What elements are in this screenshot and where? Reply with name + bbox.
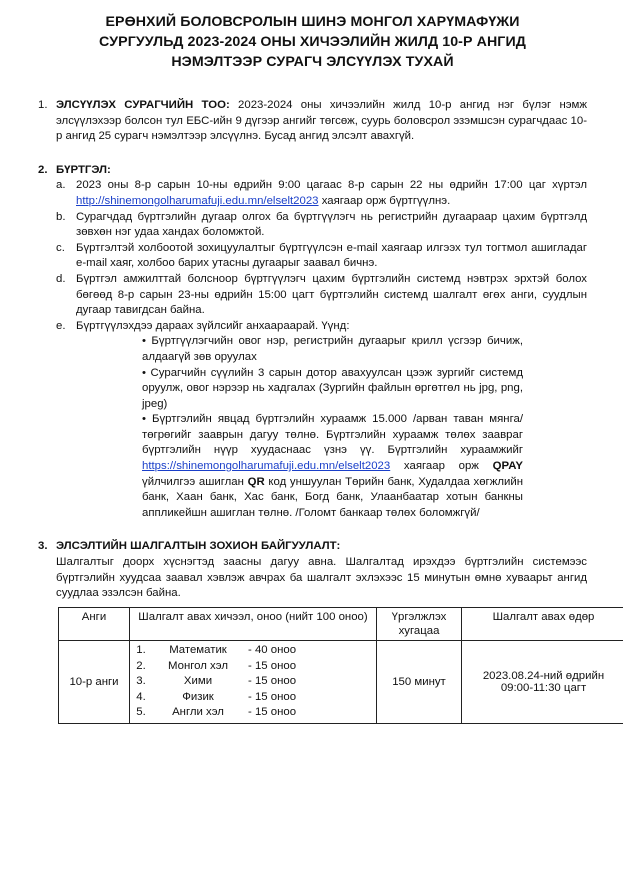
section-2-item-e — [56, 319, 587, 335]
payment-link[interactable]: https://shinemongolharumafuji.edu.mn/elselt2023 — [142, 460, 391, 473]
section-2-item-c — [56, 241, 587, 272]
section-2-item-d — [56, 272, 587, 319]
title-line-3: НЭМЭЛТЭЭР СУРАГЧ ЭЛСҮҮЛЭХ ТУХАЙ — [171, 54, 454, 70]
subject-name: Хими — [183, 675, 213, 688]
item-text — [76, 178, 587, 209]
subject-number: 5. — [136, 705, 146, 718]
bullet-fee: • Бүртгэлийн явцад бүртгэлийн хураамж 15.000 /арван таван мянга/ төгрөгийг зааврын дагуу төлнө. Бүртгэлийн хураамж төлөх заавраг бүртгэлийн нүүр хуудаснаас үзнэ үү. Бүртгэлийн хураамжийг — [142, 413, 523, 457]
document-title — [38, 12, 587, 72]
item-letter: d. — [56, 272, 66, 285]
header-date: Шалгалт авах өдөр — [462, 607, 623, 640]
header-duration: Үргэлжлэх хугацаа — [377, 607, 462, 640]
date-line-2: 09:00-11:30 цагт — [500, 681, 587, 694]
section-2-number: 2. — [38, 163, 48, 176]
subject-number: 4. — [136, 690, 146, 703]
section-1 — [38, 98, 587, 145]
subject-score: - 40 оноо — [248, 644, 297, 657]
subject-item — [134, 643, 372, 658]
bullet-name-register: • Бүртгүүлэгчийн овог нэр, регистрийн дугаарыг крилл үсгээр бичиж, алдаагүй зөв оруулах — [142, 335, 523, 363]
section-1-text: 2023-2024 оны хичээлийн жилд 10-р ангид нэг бүлэг нэмж элсүүлэхээр болсон тул ЕБС-ийн 9 дүгээр ангийг төгсөж, суурь боловсрол эзэмшсэн сурагчдаас 10-р ангид 25 сурагч нэмэлтээр элсүүлнэ. Бусад ангид элсэлт авахгүй. — [56, 99, 587, 143]
subject-number: 1. — [136, 644, 146, 657]
subject-number: 3. — [136, 675, 146, 688]
item-letter: b. — [56, 210, 66, 223]
table-row — [59, 640, 623, 723]
subject-name: Монгол хэл — [168, 659, 228, 672]
subject-name: Англи хэл — [172, 705, 224, 718]
cell-subjects — [130, 640, 377, 723]
section-3-heading — [38, 539, 587, 555]
section-2-item-a — [56, 178, 587, 209]
qr-label: QR — [247, 475, 265, 488]
subject-score: - 15 оноо — [248, 675, 297, 688]
subject-item — [134, 705, 372, 720]
subject-score: - 15 оноо — [248, 690, 297, 703]
cell-grade: 10-р анги — [59, 640, 130, 723]
registration-notes — [142, 334, 523, 521]
subject-item — [134, 659, 372, 674]
section-2-heading — [38, 163, 587, 179]
date-line-1: 2023.08.24-ний өдрийн — [482, 669, 605, 682]
cell-date — [462, 640, 623, 723]
bullet-fee-text-2: үйлчилгээ ашиглан — [142, 475, 248, 488]
item-a-text-after: хаягаар орж бүртгүүлнэ. — [318, 194, 451, 207]
subject-score: - 15 оноо — [248, 659, 297, 672]
registration-link[interactable]: http://shinemongolharumafuji.edu.mn/elselt2023 — [76, 194, 319, 207]
item-text: Бүртгэл амжилттай болсноор бүртгүүлэгч цахим бүртгэлийн системд нэвтрэх эрхтэй болох бөгөөд 8-р сарын 23-ны өдрийн 15:00 цагт бүртгэлийн системд шалгалт өгөх анги, суудлын дугаар тавигдсан байна. — [76, 272, 587, 317]
section-3-number: 3. — [38, 540, 48, 553]
section-1-label: ЭЛСҮҮЛЭХ СУРАГЧИЙН ТОО: — [56, 99, 230, 111]
exam-schedule-table — [58, 607, 623, 724]
bullet-fee-text: хаягаар орж — [390, 460, 493, 473]
bullet-photo: • Сурагчийн сүүлийн 3 сарын дотор авахуулсан цээж зургийг системд оруулж, овог нэрээр нь хадгалах (Зургийн файлын өргөтгөл нь jpg, png, jpeg) — [142, 366, 523, 410]
cell-duration: 150 минут — [377, 640, 462, 723]
section-3-title: ЭЛСЭЛТИЙН ШАЛГАЛТЫН ЗОХИОН БАЙГУУЛАЛТ: — [56, 540, 341, 553]
header-subjects: Шалгалт авах хичээл, оноо (нийт 100 оноо) — [130, 607, 377, 640]
subject-item — [134, 690, 372, 705]
item-text: Бүртгүүлэхдээ дараах зүйлсийг анхаараарай. Үүнд: — [76, 319, 350, 332]
item-letter: e. — [56, 319, 66, 332]
section-2-item-b — [56, 210, 587, 241]
section-1-number: 1. — [38, 99, 48, 111]
subject-item — [134, 674, 372, 689]
item-text: Сурагчдад бүртгэлийн дугаар олгох ба бүртгүүлэгч нь регистрийн дугаараар цахим бүртгэлд зөвхөн нэг удаа хандах боломжтой. — [76, 210, 587, 239]
subject-name: Математик — [169, 644, 227, 657]
section-2-title: БҮРТГЭЛ: — [56, 163, 111, 176]
title-line-1: ЕРӨНХИЙ БОЛОВСРОЛЫН ШИНЭ МОНГОЛ ХАРҮМАФҮЖИ — [105, 14, 520, 30]
subject-number: 2. — [136, 659, 146, 672]
item-letter: c. — [56, 241, 65, 254]
item-letter: a. — [56, 179, 66, 192]
subject-score: - 15 оноо — [248, 705, 297, 718]
table-header-row — [59, 607, 623, 640]
qpay-label: QPAY — [492, 460, 523, 473]
subject-name: Физик — [182, 690, 214, 703]
item-text: Бүртгэлтэй холбоотой зохицуулалтыг бүртгүүлсэн e-mail хаягаар илгээх тул тогтмол ашигладаг e-mail хаяг, холбоо барих утасны дугаарыг заавал бичнэ. — [76, 241, 587, 270]
section-3-text: Шалгалтыг доорх хүснэгтэд заасны дагуу авна. Шалгалтад ирэхдээ бүртгэлийн системээс бүртгэлийн хуудсаа заавал хэвлэж авчрах ба шалгалт эхлэхээс 15 минутын өмнө хуваарьт ангид суудлаа эзэлсэн байна. — [56, 556, 587, 600]
title-line-2: СУРГУУЛЬД 2023-2024 ОНЫ ХИЧЭЭЛИЙН ЖИЛД 10-Р АНГИД — [99, 34, 526, 50]
bullet-fee-payment — [142, 459, 523, 521]
header-grade: Анги — [59, 607, 130, 640]
bullet-fee-text-3: код уншуулан Төрийн банк, Худалдаа хөгжлийн банк, Хаан банк, Хас банк, Богд банк, Улаанбаатар хотын банкны аппликейшн ашиглан төлнө. /Голомт банкаар төлөх боломжгүй/ — [142, 475, 523, 519]
section-1-body — [56, 98, 587, 145]
item-a-text: 2023 оны 8-р сарын 10-ны өдрийн 9:00 цагаас 8-р сарын 22 ны өдрийн 17:00 цаг хүртэл — [76, 179, 587, 192]
